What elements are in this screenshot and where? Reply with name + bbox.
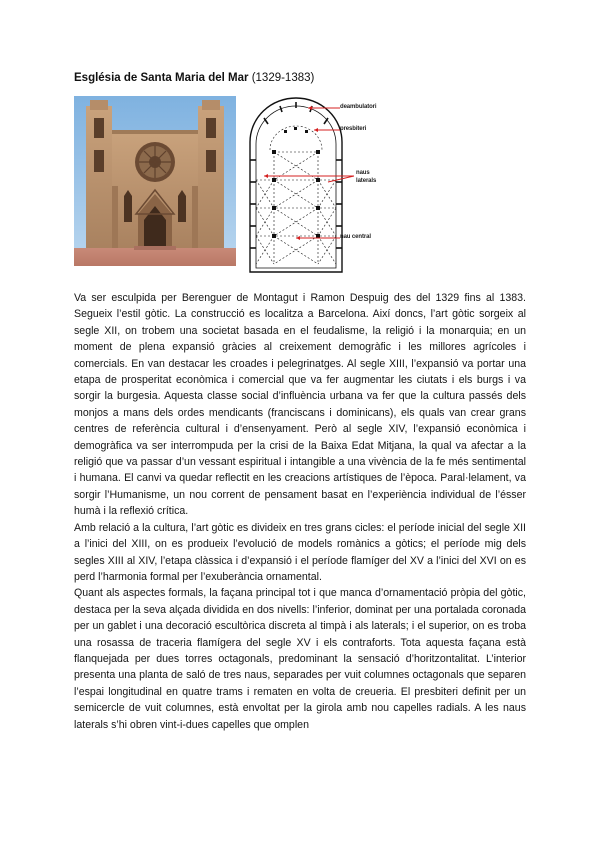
label-presbiteri: presbiteri [340,126,367,132]
body-text [74,290,526,733]
label-laterals: laterals [356,178,377,184]
document-title [74,72,314,84]
label-nau-central: nau central [340,234,371,240]
paragraph: Quant als aspectes formals, la façana principal tot i que manca d’ornamentació pròpia del gòtic, destaca per la seva alçada dividida en dos nivells: l’inferior, dominat per una portalada coronada per un gablet i una decoració escultòrica discreta al timpà i als laterals; i el superior, on es troba una rosassa de traceria flamígera del segle XV i els contraforts. Tota aquesta façana està flanquejada per dues torres octagonals, predominant la sensació d’horitzontalitat. L’interior presenta una planta de saló de tres naus, separades per vuit columnes octagonals que separen l’espai longitudinal en quatre trams i rematen en volta de creueria. El presbiteri definit per un semicercle de vuit columnes, està envoltat per la girola amb nou capelles radials. A les naus laterals s’hi obren vint-i-dues capelles que omplen [74,587,526,731]
church-facade-photo [74,96,236,266]
title-bold: Església de Santa Maria del Mar [74,72,249,84]
label-naus: naus [356,170,370,176]
paragraph: Amb relació a la cultura, l’art gòtic es divideix en tres grans cicles: el període inicial del segle XII a l’inici del XIII, on es produeix l’evolució de models romànics a gòtics; el període mig dels segles XIII al XIV, l’etapa clàssica i d’expansió i el període flamíger del XV a l’inici del XVI on es perd l’harmonia formal per l’exuberància ornamental. [74,521,526,583]
paragraph: Va ser esculpida per Berenguer de Montagut i Ramon Despuig des del 1329 fins al 1383. Segueix l’estil gòtic. La construcció es localitza a Barcelona. Així doncs, l’art gòtic sorgeix al segle XII, on trobem una societat basada en el feudalisme, la religió i la monarquia; en un moment de plena expansió gràcies al creixement demogràfic i les millores agrícoles i comercials. En van destacar les croades i pelegrinatges. Al segle XIII, l’expansió va portar una etapa de prosperitat econòmica i comercial que va fer augmentar les ciutats i els burgs i va sorgir la burgesia. Aquesta classe social d’influència urbana va fer que la cultura passés dels monjos a mans dels ordes mendicants (franciscans i dominicans), els quals van crear grans centres de referència cultural i d’ensenyament. Però al segle XIV, l’expansió econòmica i demogràfica va ser interrompuda per la crisi de la Baixa Edat Mitjana, la qual va afectar a la religió que va passar d’un vessant espiritual i intangible a una vivència de la fe més sentimental i humana. El canvi va quedar reflectit en les creacions artístiques de l’època. Paral·lelament, va sorgir l’Humanisme, un nou corrent de pensament basat en l’experiència individual de l’ésser humà i la reflexió crítica. [74,292,526,518]
title-dates: (1329-1383) [248,72,315,84]
label-deambulatori: deambulatori [340,104,377,110]
floor-plan-diagram [244,96,394,274]
